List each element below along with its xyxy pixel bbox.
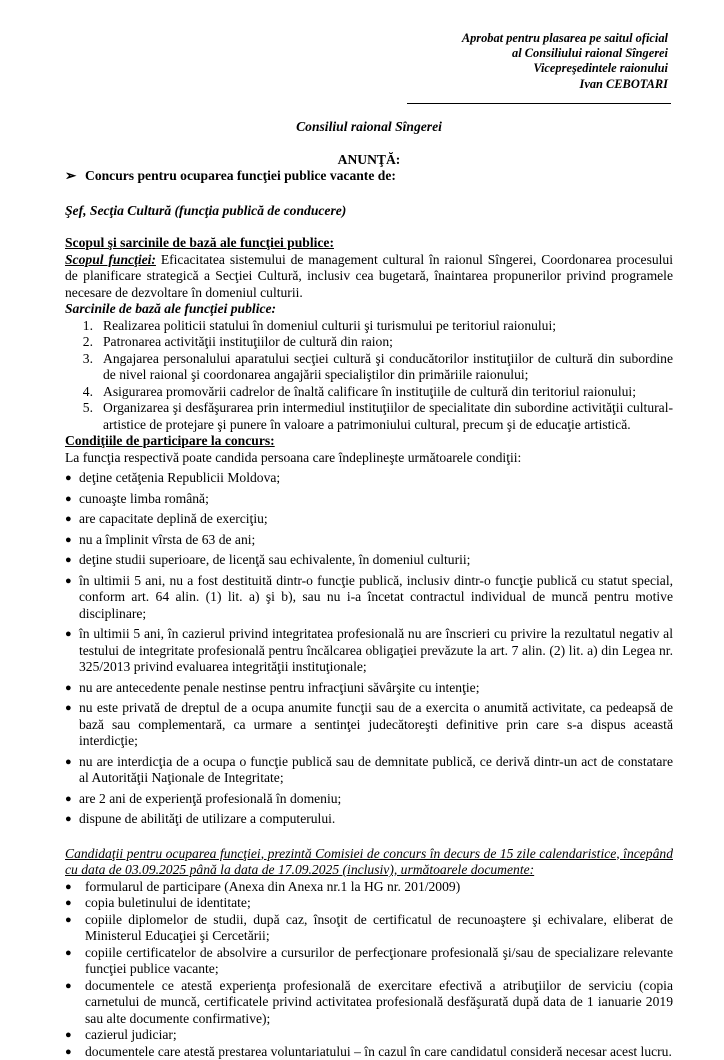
condition-item — [65, 491, 673, 508]
document-text: documentele ce atestă experienţa profesională de exercitare efectivă a atribuţiilor de serviciu (copia carnetului de muncă, certificatele privind activitatea profesională desfăşurată după data de 1 ianuarie 2019 sau alte documente confirmative); — [85, 978, 673, 1028]
task-item — [65, 400, 673, 433]
scope-heading: Scopul şi sarcinile de bază ale funcţiei publice: — [65, 235, 673, 252]
condition-text: în ultimii 5 ani, nu a fost destituită dintr-o funcţie publică, inclusiv dintr-o funcţie publică cu statut special, conform art. 64 alin. (1) lit. a) şi b), sau nu i-a încetat contractul individual de muncă pentru motive disciplinare; — [79, 573, 673, 623]
condition-item — [65, 626, 673, 676]
condition-item — [65, 754, 673, 787]
conditions-heading: Condiţiile de participare la concurs: — [65, 433, 673, 450]
bullet-icon: ● — [65, 978, 85, 1028]
condition-text: cunoaşte limba română; — [79, 491, 673, 508]
condition-text: are 2 ani de experienţă profesională în domeniu; — [79, 791, 673, 808]
document-text: cazierul judiciar; — [85, 1027, 673, 1044]
tasks-heading: Sarcinile de bază ale funcţiei publice: — [65, 301, 673, 318]
condition-item — [65, 532, 673, 549]
bullet-icon: ● — [65, 511, 79, 528]
document-text: copiile certificatelor de absolvire a cursurilor de perfecţionare profesională şi/sau de specializare relevante funcţiei publice vacante; — [85, 945, 673, 978]
task-text: Patronarea activităţii instituţiilor de cultură din raion; — [103, 334, 673, 351]
bullet-icon: ● — [65, 700, 79, 750]
condition-text: nu este privată de dreptul de a ocupa anumite funcţii sau de a exercita o anumită activitate, ca pedeapsă de bază sau complementară, ca urmare a sentinţei judecătoreşti definitive prin care s-a dispus această interdicţie; — [79, 700, 673, 750]
document-text: copia buletinului de identitate; — [85, 895, 673, 912]
condition-item — [65, 573, 673, 623]
approval-line-3: Vicepreşedintele raionului — [462, 61, 668, 76]
conditions-intro: La funcţia respectivă poate candida persoana care îndeplineşte următoarele condiţii: — [65, 450, 673, 467]
documents-list — [65, 879, 673, 1060]
bullet-icon: ● — [65, 895, 85, 912]
bullet-icon: ● — [65, 754, 79, 787]
document-item — [65, 945, 673, 978]
document-text: documentele care atestă prestarea voluntariatului – în cazul în care candidatul consideră necesar acest lucru. — [85, 1044, 673, 1060]
bullet-icon: ● — [65, 879, 85, 896]
scope-paragraph — [65, 252, 673, 302]
document-item — [65, 978, 673, 1028]
condition-text: are capacitate deplină de exerciţiu; — [79, 511, 673, 528]
bullet-icon: ● — [65, 470, 79, 487]
document-item — [65, 912, 673, 945]
announce-heading: ANUNŢĂ: — [65, 152, 673, 169]
condition-text: în ultimii 5 ani, în cazierul privind integritatea profesională nu are înscrieri cu privire la rezultatul negativ al testului de integritate profesională pentru încălcarea obligaţiei prevăzute la art. 7 alin. (2) lit. a) din Legea nr. 325/2013 privind evaluarea integrităţii instituţionale; — [79, 626, 673, 676]
bullet-icon: ● — [65, 491, 79, 508]
condition-text: nu a împlinit vîrsta de 63 de ani; — [79, 532, 673, 549]
task-text: Angajarea personalului aparatului secţiei cultură şi conducătorilor instituţiilor de cultură din subordine de nivel raional şi coordonarea angajării specialiştilor din primăriile raionului; — [103, 351, 673, 384]
document-item — [65, 1027, 673, 1044]
task-item — [65, 334, 673, 351]
condition-text: deţine studii superioare, de licenţă sau echivalente, în domeniul culturii; — [79, 552, 673, 569]
condition-text: nu are interdicţia de a ocupa o funcţie publică sau de demnitate publică, ce derivă dintr-un act de constatare al Autorităţii Naţionale de Integritate; — [79, 754, 673, 787]
document-text: formularul de participare (Anexa din Anexa nr.1 la HG nr. 201/2009) — [85, 879, 673, 896]
document-text: copiile diplomelor de studii, după caz, însoţit de certificatul de recunoaştere şi echivalare, eliberat de Ministerul Educaţiei şi Cercetării; — [85, 912, 673, 945]
arrow-bullet-icon: ➢ — [65, 168, 85, 185]
task-text: Realizarea politicii statului în domeniul culturii şi turismului pe teritoriul raionului; — [103, 318, 673, 335]
bullet-icon: ● — [65, 532, 79, 549]
task-item — [65, 318, 673, 335]
condition-text: dispune de abilităţi de utilizare a computerului. — [79, 811, 673, 828]
scope-text: Eficacitatea sistemului de management cultural în raionul Sîngerei, Coordonarea procesului de planificare strategică a Secţiei Cultură, inclusiv cea bugetară, înaintarea propunerilor privind programele necesare de dezvoltare în domeniul culturii. — [65, 252, 673, 300]
bullet-icon: ● — [65, 573, 79, 623]
bullet-icon: ● — [65, 945, 85, 978]
condition-item — [65, 470, 673, 487]
approval-block — [462, 31, 668, 92]
condition-text: deţine cetăţenia Republicii Moldova; — [79, 470, 673, 487]
tasks-list — [65, 318, 673, 434]
task-number: 3. — [65, 351, 103, 384]
task-number: 2. — [65, 334, 103, 351]
condition-item — [65, 791, 673, 808]
document-item — [65, 895, 673, 912]
condition-item — [65, 680, 673, 697]
bullet-icon: ● — [65, 791, 79, 808]
task-number: 5. — [65, 400, 103, 433]
condition-item — [65, 552, 673, 569]
bullet-icon: ● — [65, 552, 79, 569]
condition-item — [65, 700, 673, 750]
bullet-icon: ● — [65, 912, 85, 945]
task-item — [65, 384, 673, 401]
condition-item — [65, 811, 673, 828]
approval-line-1: Aprobat pentru plasarea pe saitul oficial — [462, 31, 668, 46]
document-item — [65, 1044, 673, 1060]
documents-intro: Candidaţii pentru ocuparea funcţiei, prezintă Comisiei de concurs în decurs de 15 zile calendaristice, începând cu data de 03.09.2025 până la data de 17.09.2025 (inclusiv), următoarele documente: — [65, 846, 673, 879]
bullet-icon: ● — [65, 1044, 85, 1060]
bullet-icon: ● — [65, 1027, 85, 1044]
conditions-list — [65, 470, 673, 828]
document-item — [65, 879, 673, 896]
contest-title-text: Concurs pentru ocuparea funcţiei publice vacante de: — [85, 168, 396, 185]
approval-signatory: Ivan CEBOTARI — [462, 77, 668, 92]
bullet-icon: ● — [65, 626, 79, 676]
approval-line-2: al Consiliului raional Sîngerei — [462, 46, 668, 61]
condition-item — [65, 511, 673, 528]
task-text: Organizarea şi desfăşurarea prin intermediul instituţiilor de specialitate din subordine activităţii cultural-artistice de protejare şi punere în valoare a patrimoniului cultural, precum şi de educaţie artistică. — [103, 400, 673, 433]
bullet-icon: ● — [65, 811, 79, 828]
task-text: Asigurarea promovării cadrelor de înaltă calificare în instituţiile de cultură din teritoriul raionului; — [103, 384, 673, 401]
document-body — [65, 119, 673, 1060]
task-number: 1. — [65, 318, 103, 335]
condition-text: nu are antecedente penale nestinse pentru infracţiuni săvârşite cu intenţie; — [79, 680, 673, 697]
council-name: Consiliul raional Sîngerei — [65, 119, 673, 136]
signature-line — [407, 103, 671, 104]
task-number: 4. — [65, 384, 103, 401]
scope-label: Scopul funcţiei: — [65, 252, 156, 267]
contest-title — [65, 168, 673, 185]
position-title: Şef, Secţia Cultură (funcţia publică de conducere) — [65, 203, 673, 220]
task-item — [65, 351, 673, 384]
bullet-icon: ● — [65, 680, 79, 697]
